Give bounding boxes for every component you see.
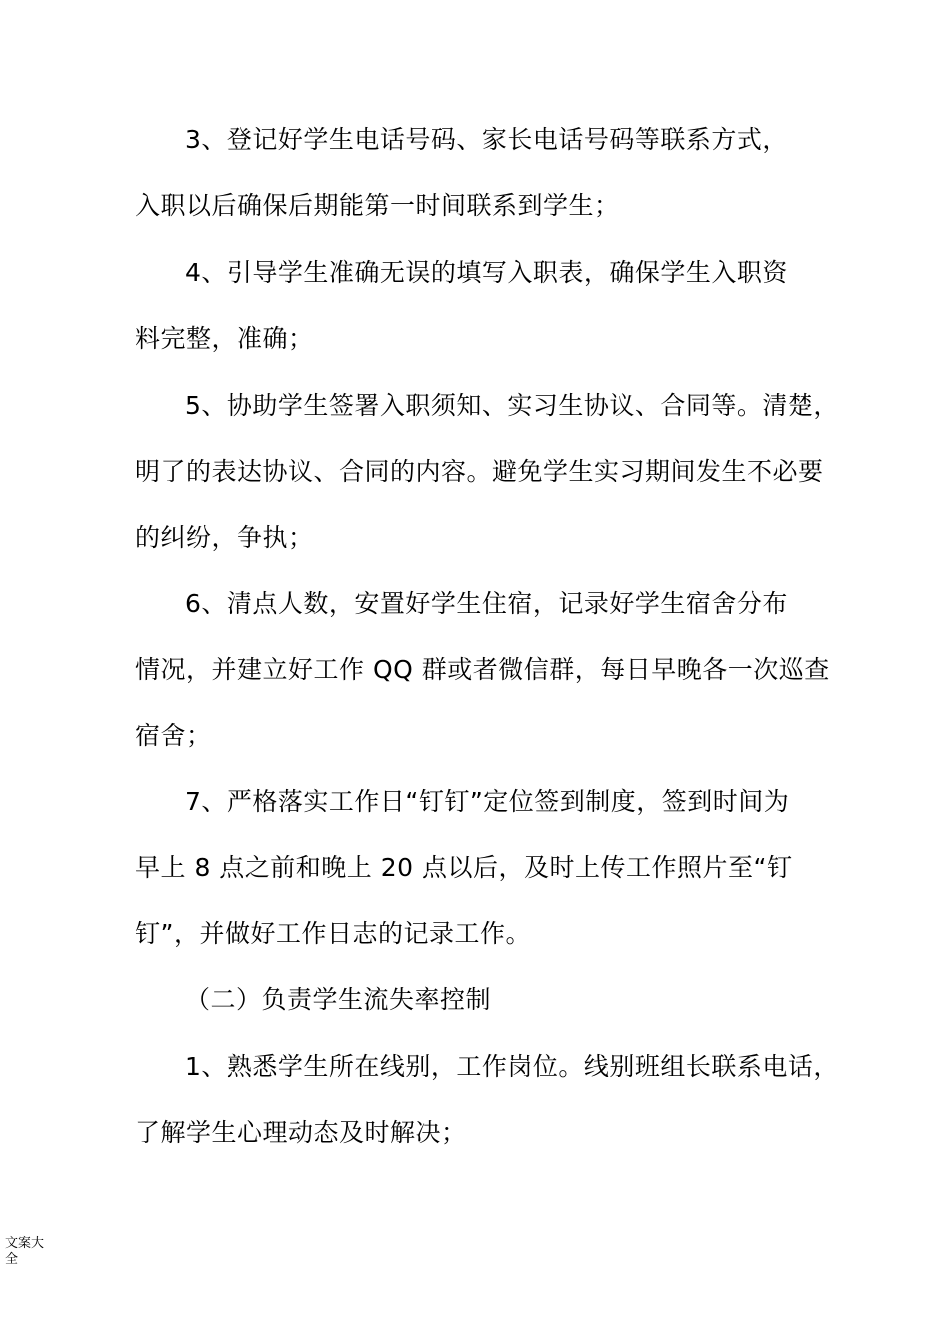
text-line: 料完整，准确；	[135, 324, 314, 353]
section-heading: （二）负责学生流失率控制	[185, 985, 492, 1014]
text-line: 钉”，并做好工作日志的记录工作。	[135, 919, 531, 948]
text-line: 的纠纷，争执；	[135, 523, 314, 552]
text-line: 早上 8 点之前和晚上 20 点以后，及时上传工作照片至“钉	[135, 853, 793, 882]
text-line: 7、严格落实工作日“钉钉”定位签到制度，签到时间为	[185, 787, 790, 816]
text-line: 6、清点人数，安置好学生住宿，记录好学生宿舍分布	[185, 589, 788, 618]
text-line: 情况，并建立好工作 QQ 群或者微信群，每日早晚各一次巡查	[135, 655, 830, 684]
footer-label: 文案大全	[5, 1236, 45, 1267]
text-line: 宿舍；	[135, 721, 212, 750]
text-line: 4、引导学生准确无误的填写入职表，确保学生入职资	[185, 258, 788, 287]
text-line: 3、登记好学生电话号码、家长电话号码等联系方式，	[185, 125, 788, 154]
text-line: 1、熟悉学生所在线别，工作岗位。线别班组长联系电话，	[185, 1052, 839, 1081]
text-line: 明了的表达协议、合同的内容。避免学生实习期间发生不必要	[135, 457, 824, 486]
text-line: 了解学生心理动态及时解决；	[135, 1118, 467, 1147]
text-line: 5、协助学生签署入职须知、实习生协议、合同等。清楚，	[185, 391, 839, 420]
text-line: 入职以后确保后期能第一时间联系到学生；	[135, 191, 620, 220]
